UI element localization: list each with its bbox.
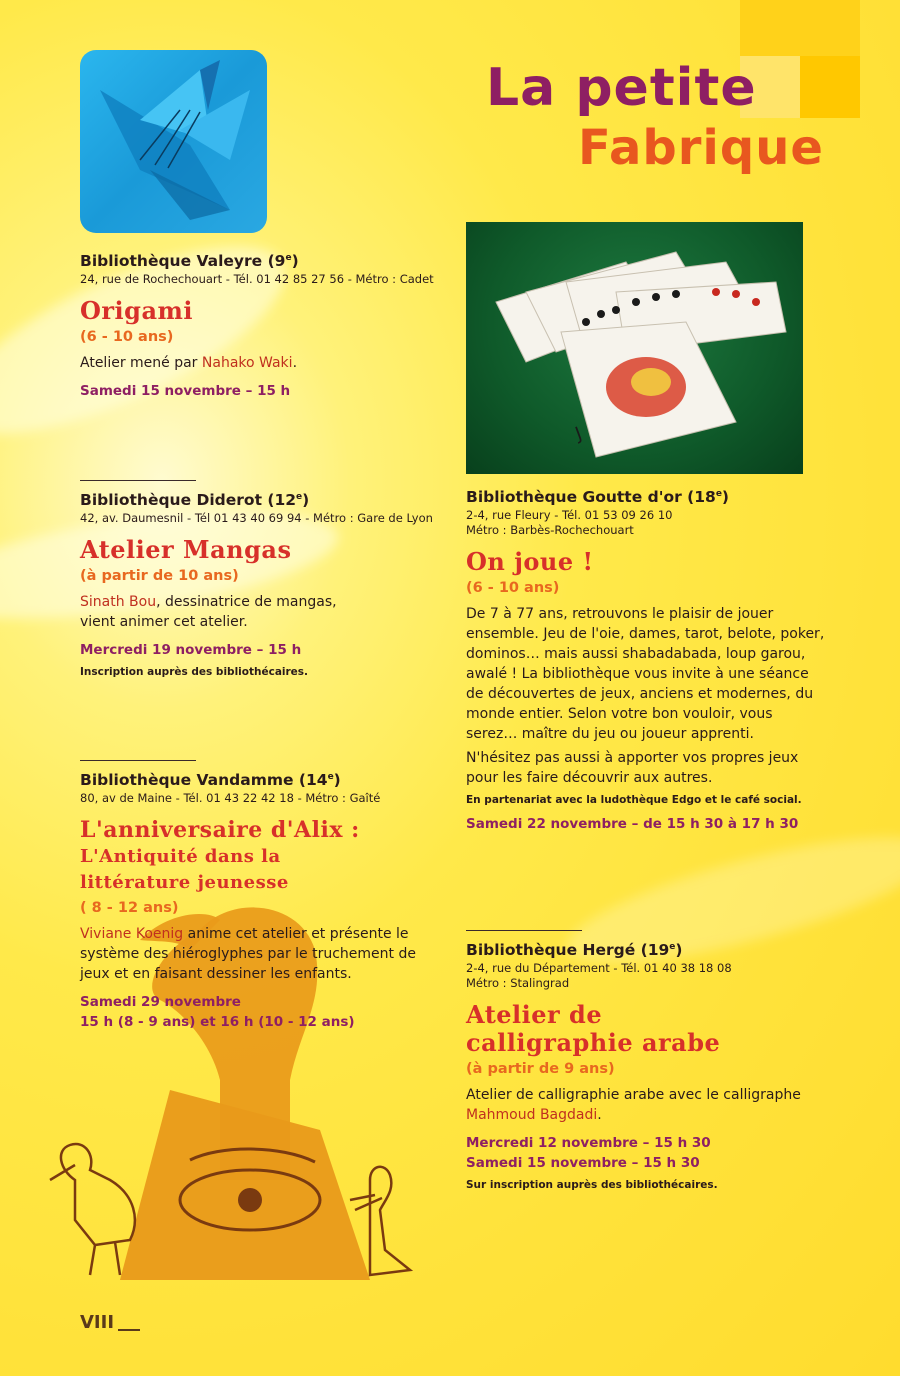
library-name — [80, 491, 440, 509]
origami-crane-photo — [80, 50, 267, 233]
event-description — [466, 1085, 826, 1125]
desc-text: . — [597, 1107, 602, 1123]
library-address: 24, rue de Rochechouart - Tél. 01 42 85 27 56 - Métro : Cadet — [80, 272, 434, 286]
library-address: 42, av. Daumesnil - Tél 01 43 40 69 94 - Métro : Gare de Lyon — [80, 511, 433, 525]
library-name-close: ) — [721, 488, 730, 506]
event-block-mangas — [80, 480, 440, 678]
library-metro: Métro : Barbès-Rochechouart — [466, 523, 634, 537]
library-name-text: Bibliothèque Hergé (19 — [466, 941, 670, 959]
svg-text:J: J — [572, 423, 585, 445]
event-age: (à partir de 9 ans) — [466, 1061, 615, 1077]
library-name-sup: e — [285, 252, 292, 263]
event-description — [80, 924, 440, 984]
event-date: 15 h (8 - 9 ans) et 16 h (10 - 12 ans) — [80, 1014, 355, 1030]
event-title: L'anniversaire d'Alix : — [80, 817, 360, 843]
event-description — [80, 353, 440, 373]
event-date: Samedi 29 novembre — [80, 994, 241, 1010]
library-address: 2-4, rue du Département - Tél. 01 40 38 18 08 — [466, 961, 732, 975]
event-date: Samedi 15 novembre – 15 h 30 — [466, 1155, 700, 1171]
library-name-close: ) — [675, 941, 683, 959]
host-name: Mahmoud Bagdadi — [466, 1107, 598, 1123]
event-block-calligraphie — [466, 930, 826, 1191]
event-title: On joue ! — [466, 547, 594, 576]
page-title-line1: La petite — [486, 58, 757, 118]
event-note: Sur inscription auprès des bibliothécaires. — [466, 1179, 718, 1191]
library-name-close: ) — [333, 771, 341, 789]
event-note: En partenariat avec la ludothèque Edgo et le café social. — [466, 794, 802, 806]
page-number-rule — [118, 1329, 140, 1331]
event-description — [80, 592, 350, 632]
host-name: Sinath Bou — [80, 594, 157, 610]
event-age: (à partir de 10 ans) — [80, 568, 239, 584]
library-name-sup: e — [715, 488, 722, 499]
event-block-alix — [80, 760, 440, 1032]
event-title: Atelier Mangas — [80, 535, 292, 564]
decorative-square — [800, 56, 860, 118]
event-title: Atelier de calligraphie arabe — [466, 1000, 721, 1057]
library-name-close: ) — [291, 252, 299, 270]
event-date: Mercredi 19 novembre – 15 h — [80, 642, 302, 658]
library-name — [466, 488, 826, 506]
desc-text: Atelier mené par — [80, 355, 202, 371]
event-date: Mercredi 12 novembre – 15 h 30 — [466, 1135, 711, 1151]
divider — [466, 930, 582, 931]
divider — [80, 760, 196, 761]
event-subtitle: L'Antiquité dans la littérature jeunesse — [80, 846, 289, 893]
desc-text: Atelier de calligraphie arabe avec le calligraphe — [466, 1087, 801, 1103]
library-metro: Métro : Stalingrad — [466, 976, 570, 990]
library-name-sup: e — [327, 771, 334, 782]
host-name: Nahako Waki — [201, 355, 293, 371]
event-title: Origami — [80, 296, 194, 325]
library-name — [466, 941, 826, 959]
library-name — [80, 771, 440, 789]
page-title-line2: Fabrique — [578, 120, 824, 176]
decorative-square — [740, 0, 860, 56]
library-name-sup: e — [296, 491, 303, 502]
host-name: Viviane Koenig — [80, 926, 184, 942]
library-name-text: Bibliothèque Goutte d'or (18 — [466, 488, 716, 506]
library-name-sup: e — [669, 941, 676, 952]
library-name-close: ) — [302, 491, 310, 509]
library-name-text: Bibliothèque Valeyre (9 — [80, 252, 286, 270]
playing-cards-photo — [466, 222, 803, 474]
divider — [80, 480, 196, 481]
event-age: (6 - 10 ans) — [80, 329, 174, 345]
library-address: 2-4, rue Fleury - Tél. 01 53 09 26 10 — [466, 508, 673, 522]
event-date: Samedi 22 novembre – de 15 h 30 à 17 h 30 — [466, 816, 799, 832]
library-name-text: Bibliothèque Vandamme (14 — [80, 771, 328, 789]
event-age: (6 - 10 ans) — [466, 580, 560, 596]
event-block-on-joue — [466, 488, 826, 834]
event-note: Inscription auprès des bibliothécaires. — [80, 666, 309, 678]
event-block-origami — [80, 252, 440, 401]
library-name-text: Bibliothèque Diderot (12 — [80, 491, 297, 509]
page-number: VIII — [80, 1312, 115, 1333]
library-address: 80, av de Maine - Tél. 01 43 22 42 18 - Métro : Gaîté — [80, 791, 381, 805]
event-age: ( 8 - 12 ans) — [80, 900, 179, 916]
library-name — [80, 252, 440, 270]
event-description: De 7 à 77 ans, retrouvons le plaisir de jouer ensemble. Jeu de l'oie, dames, tarot, belote, poker, dominos… mais aussi shabadabada, loup garou, awalé ! La bibliothèque vous invite à une séance de découvertes de jeux, anciens et modernes, du monde entier. Selon votre bon vouloir, vous serez… maître du jeu ou joueur apprenti. — [466, 606, 825, 742]
desc-text: anime cet atelier et présente le système des hiéroglyphes par le truchement de jeux et en faisant dessiner les enfants. — [80, 926, 416, 982]
desc-text: , dessinatrice de mangas, vient animer cet atelier. — [80, 594, 337, 630]
event-date: Samedi 15 novembre – 15 h — [80, 383, 291, 399]
event-description-2: N'hésitez pas aussi à apporter vos propres jeux pour les faire découvrir aux autres. — [466, 750, 799, 786]
desc-text: . — [292, 355, 298, 371]
